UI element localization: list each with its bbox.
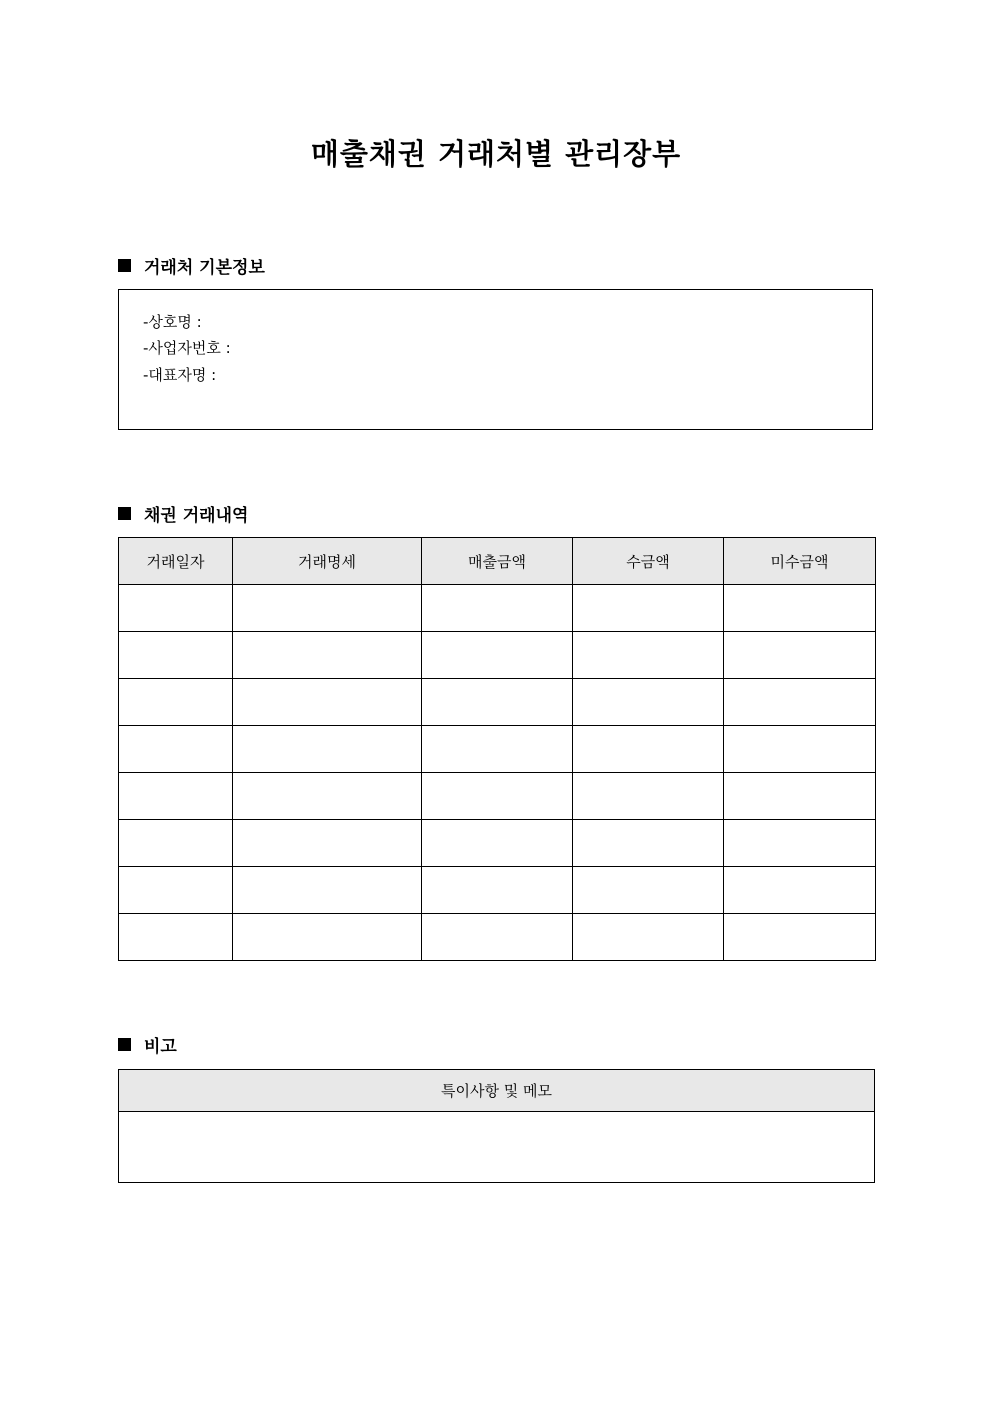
table-header-row (119, 1070, 875, 1112)
table-cell[interactable] (119, 679, 233, 726)
table-cell[interactable] (119, 867, 233, 914)
table-cell[interactable] (233, 679, 422, 726)
table-cell[interactable] (119, 632, 233, 679)
table-cell[interactable] (422, 679, 573, 726)
table-cell[interactable] (422, 773, 573, 820)
table-cell[interactable] (724, 632, 876, 679)
column-header-notes: 특이사항 및 메모 (119, 1070, 875, 1112)
table-row (119, 585, 876, 632)
section-heading-label: 비고 (144, 1037, 177, 1057)
column-header-sales-amount: 매출금액 (422, 538, 573, 585)
table-cell[interactable] (422, 914, 573, 961)
table-cell[interactable] (724, 726, 876, 773)
table-row (119, 632, 876, 679)
black-square-icon (118, 259, 131, 272)
table-cell[interactable] (724, 679, 876, 726)
table-cell[interactable] (573, 773, 724, 820)
black-square-icon (118, 1038, 131, 1051)
table-row (119, 1112, 875, 1183)
client-info-box (118, 289, 873, 430)
table-cell[interactable] (233, 726, 422, 773)
column-header-collected-amount: 수금액 (573, 538, 724, 585)
table-cell[interactable] (233, 914, 422, 961)
table-row (119, 679, 876, 726)
table-cell[interactable] (573, 914, 724, 961)
table-cell[interactable] (119, 914, 233, 961)
column-header-description: 거래명세 (233, 538, 422, 585)
table-cell[interactable] (422, 820, 573, 867)
table-cell[interactable] (119, 726, 233, 773)
table-cell[interactable] (573, 585, 724, 632)
table-cell[interactable] (422, 585, 573, 632)
business-name-line: -상호명 : (143, 313, 202, 331)
table-cell[interactable] (573, 726, 724, 773)
representative-line: -대표자명 : (143, 366, 217, 384)
column-header-date: 거래일자 (119, 538, 233, 585)
section-heading-label: 거래처 기본정보 (144, 258, 265, 278)
table-cell[interactable] (573, 632, 724, 679)
table-cell[interactable] (233, 820, 422, 867)
table-cell[interactable] (119, 585, 233, 632)
transactions-table (118, 537, 876, 961)
table-cell[interactable] (724, 867, 876, 914)
table-cell[interactable] (233, 773, 422, 820)
table-cell[interactable] (233, 867, 422, 914)
table-row (119, 867, 876, 914)
table-cell[interactable] (422, 867, 573, 914)
table-cell[interactable] (724, 773, 876, 820)
section-heading-remarks (118, 1032, 177, 1057)
table-cell[interactable] (573, 867, 724, 914)
table-row (119, 914, 876, 961)
section-heading-label: 채권 거래내역 (144, 506, 249, 526)
table-row (119, 773, 876, 820)
black-square-icon (118, 507, 131, 520)
remarks-table (118, 1069, 875, 1183)
table-cell[interactable] (422, 632, 573, 679)
table-cell[interactable] (573, 679, 724, 726)
table-cell[interactable] (724, 914, 876, 961)
column-header-outstanding-amount: 미수금액 (724, 538, 876, 585)
table-cell[interactable] (422, 726, 573, 773)
table-cell[interactable] (724, 820, 876, 867)
notes-cell[interactable] (119, 1112, 875, 1183)
table-cell[interactable] (724, 585, 876, 632)
table-header-row (119, 538, 876, 585)
page-title: 매출채권 거래처별 관리장부 (310, 137, 682, 171)
table-cell[interactable] (119, 773, 233, 820)
table-cell[interactable] (119, 820, 233, 867)
table-row (119, 820, 876, 867)
table-cell[interactable] (233, 632, 422, 679)
section-heading-client-info (118, 253, 265, 278)
table-cell[interactable] (233, 585, 422, 632)
business-number-line: -사업자번호 : (143, 339, 231, 357)
table-row (119, 726, 876, 773)
table-cell[interactable] (573, 820, 724, 867)
section-heading-transactions (118, 501, 248, 526)
